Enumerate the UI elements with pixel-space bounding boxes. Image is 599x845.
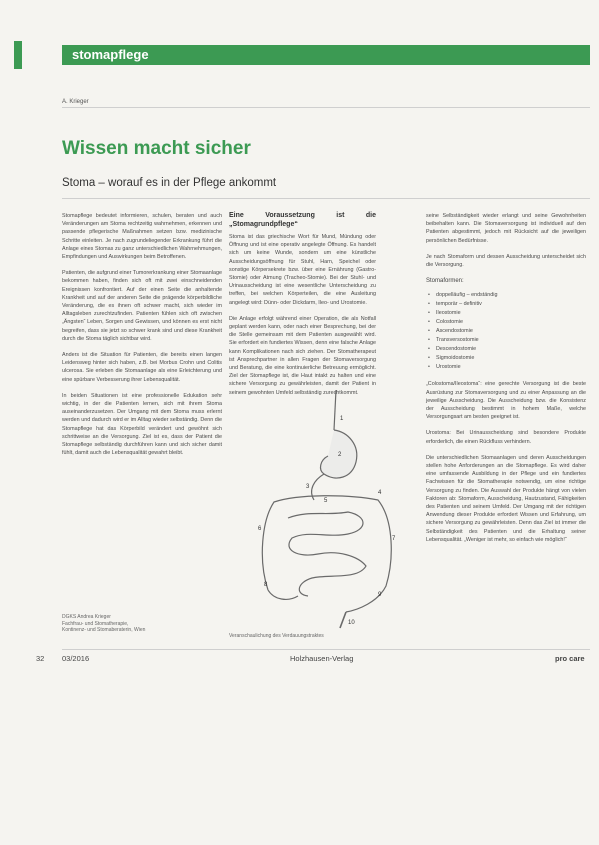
figure-label: 2 <box>338 452 342 458</box>
figure-label: 7 <box>392 536 396 542</box>
page-number: 32 <box>36 654 45 663</box>
paragraph: Je nach Stomaform und dessen Ausscheidung unterscheidet sich die Versorgung. <box>426 253 586 269</box>
footer-divider <box>62 649 590 650</box>
paragraph: Urostoma: Bei Urinausscheidung sind besondere Produkte erforderlich, die einen Rückfluss verhindern. <box>426 430 586 445</box>
section-heading: Eine Voraussetzung ist die „Stomagrundpflege“ <box>229 212 376 228</box>
text-column-1 <box>62 212 222 465</box>
list-item: • Colostomie <box>436 318 586 327</box>
paragraph: Anders ist die Situation für Patienten, die bereits einen langen Leidensweg hinter sich haben, z.B. bei Morbus Crohn und Colitis ulcerosa. Sie erleben die Stomaanlage als eine Erleichterung und eine spürbare Verbesserung ihrer Lebensqualität. <box>62 352 222 383</box>
paragraph: Die Anlage erfolgt während einer Operation, die als Notfall geplant werden kann, oder nach einer Besprechung, bei der die Stelle gemeinsam mit dem Patienten ausgewählt wird. Sie erfordert ein fundiertes Wissen, denn eine falsche Anlage kann Komplikationen nach sich ziehen. Der Stomatherapeut ist Ansprechpartner in allen Fragen der Stomaversorgung und Beratung, die eine kontinuierliche Betreuung ermöglicht. Ziel der Stomapflege ist, die Haut intakt zu halten und eine sichere Versorgung zu gewährleisten, damit der Patient in seinem gewohnten Umfeld selbständig zurechtkommt. <box>229 315 376 396</box>
list-item: • Sigmoidostomie <box>436 354 586 363</box>
list-item: • doppelläufig – endständig <box>436 291 586 300</box>
stoma-forms-list <box>426 291 586 372</box>
figure-label: 9 <box>378 592 382 598</box>
figure-caption: Veranschaulichung des Verdauungstraktes <box>229 633 324 639</box>
figure-label: 5 <box>324 498 328 504</box>
section-title: stomapflege <box>72 47 149 62</box>
divider <box>62 107 590 108</box>
list-item: • Transversostomie <box>436 336 586 345</box>
section-marker <box>14 41 22 69</box>
list-heading: Stomaformen: <box>426 278 464 285</box>
paragraph: Stomapflege bedeutet informieren, schulen, beraten und auch Veränderungen am Stoma rechtzeitig wahrnehmen, erkennen und passende pflegerische Maßnahmen setzen bzw. medizinische Schritte einleiten. Je nach zugrundeliegender Erkrankung führt die Anlage eines Stomas zu ganz unterschiedlichen Wahrnehmungen, Empfindungen und Auswirkungen beim Betroffenen. <box>62 213 222 261</box>
issue-number: 03/2016 <box>62 654 90 663</box>
figure-label: 4 <box>378 490 382 496</box>
list-item: • Ileostomie <box>436 309 586 318</box>
figure-label: 8 <box>264 582 268 588</box>
publisher-name: Holzhausen-Verlag <box>290 654 354 663</box>
figure-label: 1 <box>340 416 344 422</box>
list-item: • Descendostomie <box>436 345 586 354</box>
author-line: A. Krieger <box>62 99 89 105</box>
paragraph: seine Selbständigkeit wieder erlangt und seine Gewohnheiten beibehalten kann. Die Stomaversorgung ist individuell auf den Patienten abgestimmt, jedoch mit Rücksicht auf die jeweiligen persönlichen Bedürfnisse. <box>426 213 586 244</box>
divider <box>62 198 590 199</box>
author-affiliation: Kontinenz- und Stomaberaterin, Wien <box>62 627 146 633</box>
digestive-tract-illustration <box>228 390 428 630</box>
paragraph: „Colostoma/Ileostoma“: eine gerechte Versorgung ist die beste Ausrüstung zur Stomaversorgung und zu einer Anpassung an die jeweilige Ausscheidung. Die Ausscheidung bzw. die Konsistenz der Ausscheidung bestimmt in hohem Maße, welche Versorgungsart am besten geeignet ist. <box>426 381 586 421</box>
figure-label: 3 <box>306 484 310 490</box>
list-item: • Ascendostomie <box>436 327 586 336</box>
list-item: • temporär – definitiv <box>436 300 586 309</box>
paragraph: Die unterschiedlichen Stomaanlagen und deren Ausscheidungen stellen hohe Anforderungen an die Stomapflege. Es wird daher eine umfassende Ausbildung in der Pflege und ein fundiertes Fachwissen für die Stomatherapie notwendig, um eine richtige Versorgung zu finden. Die Auswahl der Produkte hängt von vielen Faktoren ab: Stomaform, Ausscheidung, Hautzustand, Fähigkeiten des Patienten und seinem Umfeld. Der Umgang mit der richtigen Anwendung dieser Produkte erfordert Wissen und Erfahrung, um sichere Versorgung zu gewährleisten. Denn das Ziel ist immer die Selbständigkeit des Patienten und die Erhaltung seiner Lebensqualität. „Weniger ist mehr, so einfach wie möglich!“ <box>426 454 586 543</box>
paragraph: Stoma ist das griechische Wort für Mund, Mündung oder Öffnung und ist eine operativ angelegte Öffnung. Es handelt sich um keine Wunde, sondern um eine künstliche Ausscheidungsöffnung für Stuhl, Harn, Speichel oder sonstige Körpersekrete bzw. über eine Ernährung (Gastro-Stomie) oder Atmung (Tracheo-Stomie). Bei der Stuhl- und Urinausscheidung ist eine wesentliche Unterscheidung zu treffen, bei welchen Körperteilen, die eine Ausleitung angelegt wird: Dünn- oder Dickdarm, Ileo- und Urostomie. <box>229 234 376 306</box>
author-role: Fachfrau- und Stomatherapie, <box>62 620 129 627</box>
author-name: DGKS Andrea Krieger <box>62 614 111 620</box>
journal-name: pro care <box>555 654 585 663</box>
article-subtitle: Stoma – worauf es in der Pflege ankommt <box>62 177 277 189</box>
paragraph: Patienten, die aufgrund einer Tumorerkrankung einer Stomaanlage bekommen haben, finden sich oft mit zwei einschneidenden Ereignissen konfrontiert. Auf der einen Seite die anhaltende Krankheit und auf der anderen Seite die prägende körperbildliche Veränderung, die es ihnen oft schwer macht, sich wieder im Alltagsleben zurechtzufinden. Patienten fühlen sich oft zwischen „Ängsten“ Leben, Sorgen und Gewissen, und können es erst nicht begreifen, dass sie jetzt so schwer krank sind und diese Krankheit durch die Stoma täglich sichtbar wird. <box>62 270 222 342</box>
author-credit <box>62 614 222 634</box>
paragraph: In beiden Situationen ist eine professionelle Edukation sehr wichtig, in der die Patienten lernen, sich mit ihrem Stoma auseinanderzusetzen. Der Umgang mit dem Stoma muss erlernt werden und dadurch wird er im Alltag wieder selbständig. Denn die Stomapflege hat das Körperbild verändert und gewöhnt sich schrittweise an die Versorgung. Ziel ist es, dass der Patient die Stomapflege selbständig durchführen kann und sich sicher damit fühlt, damit auch die Lebensqualität gewahrt bleibt. <box>62 392 222 457</box>
figure-label: 10 <box>348 620 355 626</box>
text-column-2 <box>229 212 376 405</box>
text-column-3 <box>426 212 586 552</box>
list-item: • Urostomie <box>436 363 586 372</box>
article-title: Wissen macht sicher <box>62 138 251 159</box>
figure-label: 6 <box>258 526 262 532</box>
